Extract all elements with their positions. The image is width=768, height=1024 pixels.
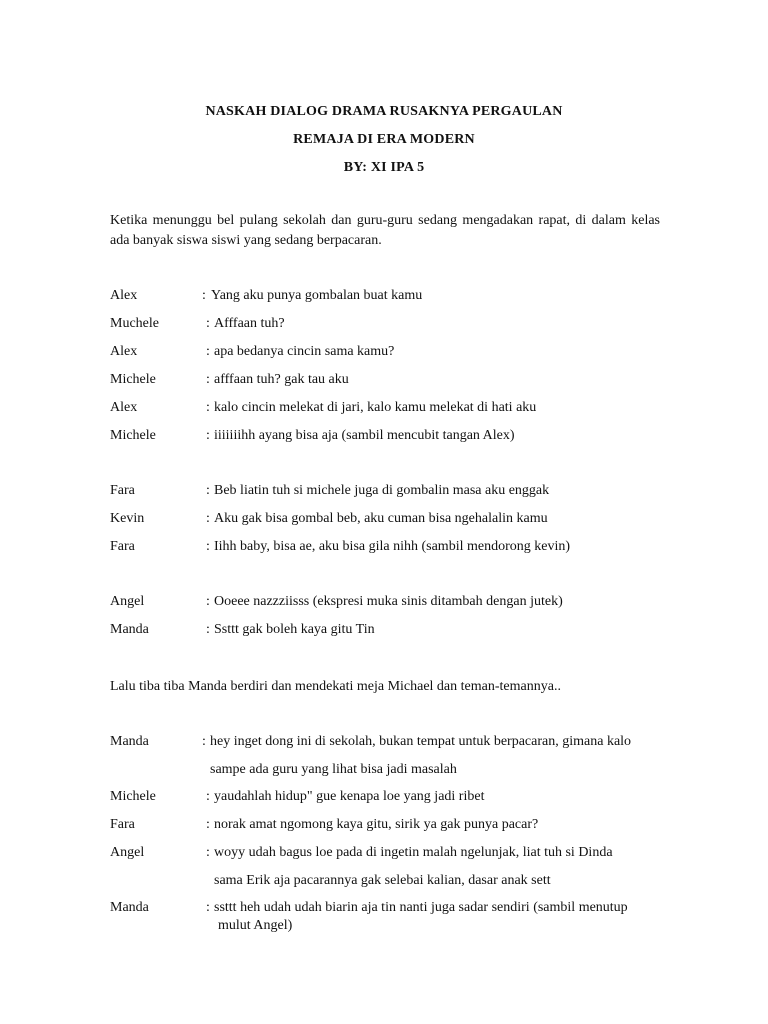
colon: : <box>206 622 210 637</box>
dialog-text: ssttt heh udah udah biarin aja tin nanti juga sadar sendiri (sambil menutup <box>214 900 628 915</box>
narration-paragraph: Lalu tiba tiba Manda berdiri dan mendekati meja Michael dan teman-temannya.. <box>110 679 561 694</box>
dialog-text: Beb liatin tuh si michele juga di gombalin masa aku enggak <box>214 483 550 498</box>
dialog-line <box>110 314 690 334</box>
dialog-line <box>110 370 690 390</box>
colon: : <box>206 316 210 331</box>
dialog-continuation: sama Erik aja pacarannya gak selebai kalian, dasar anak sett <box>214 873 551 888</box>
speaker-name: Fara <box>110 539 135 554</box>
dialog-text: norak amat ngomong kaya gitu, sirik ya gak punya pacar? <box>214 817 539 832</box>
colon: : <box>206 344 210 359</box>
dialog-text: hey inget dong ini di sekolah, bukan tempat untuk berpacaran, gimana kalo <box>210 734 632 749</box>
dialog-text: woyy udah bagus loe pada di ingetin malah ngelunjak, liat tuh si Dinda <box>214 845 613 860</box>
title-byline: BY: XI IPA 5 <box>343 160 425 175</box>
speaker-name: Michele <box>110 372 156 387</box>
dialog-line <box>110 342 690 362</box>
dialog-line <box>110 732 690 752</box>
title-line-2: REMAJA DI ERA MODERN <box>293 132 475 147</box>
speaker-name: Fara <box>110 483 135 498</box>
dialog-line <box>110 787 690 807</box>
colon: : <box>206 483 210 498</box>
colon: : <box>202 734 206 749</box>
colon: : <box>206 594 210 609</box>
dialog-line <box>110 398 690 418</box>
dialog-text: Iihh baby, bisa ae, aku bisa gila nihh (sambil mendorong kevin) <box>214 539 571 554</box>
speaker-name: Alex <box>110 344 138 359</box>
speaker-name: Fara <box>110 817 135 832</box>
speaker-name: Manda <box>110 734 149 749</box>
dialog-text: apa bedanya cincin sama kamu? <box>214 344 395 359</box>
dialog-continuation: mulut Angel) <box>218 918 293 933</box>
speaker-name: Alex <box>110 288 138 303</box>
colon: : <box>206 428 210 443</box>
colon: : <box>206 400 210 415</box>
intro-paragraph: Ketika menunggu bel pulang sekolah dan guru-guru sedang mengadakan rapat, di dalam kelas ada banyak siswa siswi yang sedang berpacaran. <box>110 213 660 248</box>
colon: : <box>206 845 210 860</box>
speaker-name: Muchele <box>110 316 159 331</box>
colon: : <box>206 817 210 832</box>
speaker-name: Manda <box>110 622 149 637</box>
dialog-line <box>110 815 690 835</box>
dialog-text: iiiiiiihh ayang bisa aja (sambil mencubit tangan Alex) <box>214 428 515 443</box>
dialog-text: afffaan tuh? gak tau aku <box>214 372 349 387</box>
dialog-line <box>110 426 690 446</box>
dialog-line <box>110 898 690 918</box>
speaker-name: Manda <box>110 900 149 915</box>
colon: : <box>206 511 210 526</box>
dialog-line <box>110 286 690 306</box>
dialog-text: Ssttt gak boleh kaya gitu Tin <box>214 622 375 637</box>
title-line-1: NASKAH DIALOG DRAMA RUSAKNYA PERGAULAN <box>205 104 563 119</box>
colon: : <box>206 539 210 554</box>
dialog-text: kalo cincin melekat di jari, kalo kamu melekat di hati aku <box>214 400 537 415</box>
speaker-name: Michele <box>110 789 156 804</box>
dialog-line <box>110 537 690 557</box>
colon: : <box>206 789 210 804</box>
dialog-text: Yang aku punya gombalan buat kamu <box>211 288 423 303</box>
dialog-line <box>110 592 690 612</box>
speaker-name: Angel <box>110 594 145 609</box>
dialog-text: yaudahlah hidup" gue kenapa loe yang jadi ribet <box>214 789 485 804</box>
dialog-continuation: sampe ada guru yang lihat bisa jadi masalah <box>210 762 457 777</box>
dialog-text: Ooeee nazzziisss (ekspresi muka sinis ditambah dengan jutek) <box>214 594 563 609</box>
dialog-line <box>110 843 690 863</box>
speaker-name: Kevin <box>110 511 145 526</box>
dialog-text: Afffaan tuh? <box>214 316 285 331</box>
speaker-name: Michele <box>110 428 156 443</box>
colon: : <box>206 900 210 915</box>
speaker-name: Alex <box>110 400 138 415</box>
dialog-line <box>110 481 690 501</box>
colon: : <box>202 288 206 303</box>
dialog-text: Aku gak bisa gombal beb, aku cuman bisa ngehalalin kamu <box>214 511 548 526</box>
speaker-name: Angel <box>110 845 145 860</box>
dialog-line <box>110 620 690 640</box>
dialog-line <box>110 509 690 529</box>
colon: : <box>206 372 210 387</box>
